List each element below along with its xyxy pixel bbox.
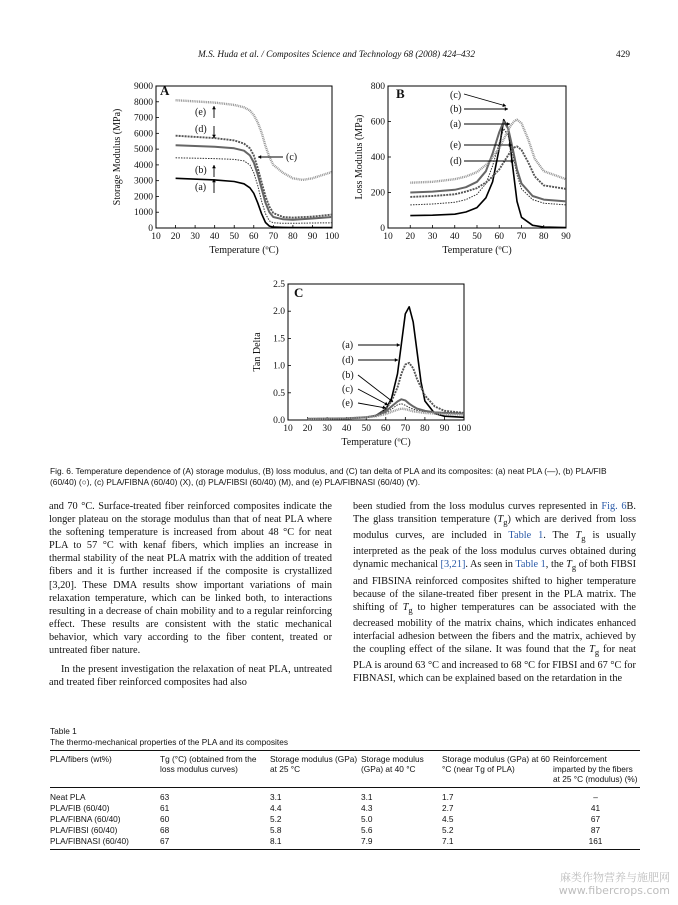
table-label: Table 1 [50,726,77,736]
label-pointer [358,403,386,408]
y-tick-label: 2.0 [273,307,285,318]
x-tick-label: 50 [361,424,371,434]
table-cell: 8.1 [270,836,361,850]
y-tick-label: 2000 [134,192,153,203]
curve-label: (e) [195,107,207,118]
y-tick-label: 2.5 [273,280,285,290]
figure-reference-link[interactable]: Fig. 6 [601,501,627,512]
right-column [353,500,636,685]
x-tick-label: 80 [420,424,430,434]
table-cell: 7.1 [442,836,553,850]
y-tick-label: 1.5 [273,334,285,345]
column-header: Storage modulus (GPa) at 60 °C (near Tg of PLA) [442,750,553,787]
table-row [50,803,640,814]
curve-label: (b) [195,165,207,176]
column-header: Storage modulus (GPa) at 25 °C [270,750,361,787]
y-tick-label: 400 [370,153,385,163]
x-tick-label: 70 [516,232,527,242]
arrow-head [212,165,216,168]
curve-label: (e) [342,398,354,409]
x-tick-label: 30 [322,424,332,434]
table-cell: 4.5 [442,813,454,824]
table-cell: 87 [590,824,601,835]
x-tick-label: 10 [151,232,161,242]
y-tick-label: 9000 [134,82,153,92]
arrow-head [397,343,400,347]
curve-label: (d) [195,124,207,135]
paragraph: In the present investigation the relaxation of neat PLA, untreated and treated fiber reinforced composites had also [49,664,332,689]
x-tick-label: 90 [439,424,450,434]
y-tick-label: 5000 [134,145,153,156]
column-header: Storage modulus (GPa) at 40 °C [361,750,442,787]
table-cell: PLA/FIBNA (60/40) [50,813,121,824]
table-cell: PLA/FIB (60/40) [50,802,110,813]
plot-frame [288,284,464,420]
x-tick-label: 90 [561,232,571,242]
chart-tan-delta [248,278,478,456]
curve-label: (e) [450,140,462,151]
table-cell: 161 [553,836,640,850]
y-tick-label: 7000 [134,113,153,124]
table-header-row [50,750,640,787]
curve-label: (a) [342,340,354,351]
x-tick-label: 100 [324,232,340,242]
series-line-e [410,120,566,183]
x-tick-label: 70 [268,232,279,242]
x-tick-label: 10 [283,424,293,434]
table-cell: 63 [160,791,170,802]
table-cell: 61 [160,802,170,813]
x-tick-label: 70 [400,424,411,434]
panel-letter: C [294,285,304,300]
left-column [49,500,332,689]
table-cell: 3.1 [361,791,373,802]
y-tick-label: 800 [370,82,385,92]
table-cell: 68 [160,824,170,835]
table-row [50,825,640,836]
x-tick-label: 60 [494,232,504,242]
table-row [50,787,640,803]
table-cell: PLA/FIBNASI (60/40) [50,836,160,850]
curve-label: (d) [342,355,354,366]
citation-link[interactable]: [3,21] [440,559,466,571]
figure-caption: Fig. 6. Temperature dependence of (A) storage modulus, (B) loss modulus, and (C) tan delta of PLA and its composites: (a) neat PLA (—), (b) PLA/FIB (60/40) (○), (c) PLA/FIBNA (60/40) (X), (d) PLA/FIBSI (60/40) (M), and (e) PLA/FIBNASI (60/40) (∀). [50,466,607,487]
properties-table [50,726,640,850]
table-cell: 5.2 [442,824,454,835]
journal-citation: M.S. Huda et al. / Composites Science and Technology 68 (2008) 424–432 [198,50,475,60]
x-tick-label: 30 [427,232,438,242]
table-title: The thermo-mechanical properties of the PLA and its composites [50,736,288,747]
x-tick-label: 10 [383,232,393,242]
watermark: 麻类作物营养与施肥网 www.fibercrops.com [558,871,670,897]
column-header: Tg (°C) (obtained from the loss modulus curves) [160,750,270,787]
series-line-d [410,146,566,197]
curve-label: (c) [450,90,462,101]
table-cell: 67 [590,813,601,824]
column-header: Reinforcement imparted by the fibers at 25 °C (modulus) (%) [553,750,640,787]
x-axis-label: Temperature (ºC) [341,437,411,448]
arrow-head [507,122,510,126]
arrow-head [395,358,398,362]
page-number: 429 [616,50,630,60]
curve-label: (a) [450,119,462,130]
column-header: PLA/fibers (wt%) [50,750,160,787]
arrow-head [258,155,261,159]
x-tick-label: 80 [539,232,549,242]
table-cell: – [593,791,598,802]
table-reference-link[interactable]: Table 1 [508,530,544,542]
table-cell: 41 [590,802,601,813]
table-cell: 2.7 [442,802,454,813]
y-tick-label: 0 [148,224,153,234]
x-axis-label: Temperature (ºC) [442,245,512,256]
x-tick-label: 80 [288,232,298,242]
y-tick-label: 3000 [134,176,153,187]
label-pointer [358,389,388,405]
series-line-d [176,136,332,218]
x-tick-label: 60 [249,232,259,242]
table-reference-link[interactable]: Table 1 [515,559,546,571]
x-tick-label: 90 [307,232,318,242]
x-tick-label: 40 [450,232,460,242]
table-cell: 5.6 [361,824,373,835]
curve-label: (a) [195,182,207,193]
x-tick-label: 60 [381,424,391,434]
y-tick-label: 4000 [134,160,153,171]
x-tick-label: 20 [302,424,313,434]
paragraph: and 70 °C. Surface-treated fiber reinforced composites indicate the longer plateau on the storage modulus than that of neat PLA where the softening temperature is increased from about 48 °C for neat PLA to 57 °C with kenaf fibers, which implies an increase in thermal stability of the neat PLA matrix with the addition of treated fibers and it is further increased if the composite is crystallized [3,20]. These DMA results show important variations of main relaxation temperature, which can be linked both, to interactions resulting in a decrease of chain mobility and to a regular reinforcing effect. These results are consistent with the static mechanical behavior, which vary according to the fiber content, treated or untreated fiber nature. [49,501,332,657]
table-cell: 5.8 [270,824,282,835]
chart-storage-modulus [108,76,340,266]
curve-label: (c) [286,152,298,163]
x-axis-label: Temperature (ºC) [209,245,279,256]
y-tick-label: 0 [380,224,385,234]
chart-loss-modulus [350,76,580,266]
x-tick-label: 100 [456,424,472,434]
table-row [50,814,640,825]
x-tick-label: 50 [472,232,482,242]
x-tick-label: 20 [170,232,181,242]
label-pointer [464,94,506,106]
y-axis-label: Storage Modulus (MPa) [112,108,123,206]
table-row [50,836,640,850]
table-cell: 4.4 [270,802,282,813]
table-cell: 4.3 [361,802,373,813]
y-tick-label: 1000 [134,208,153,219]
y-axis-label: Loss Modulus (MPa) [354,114,365,200]
curve-label: (c) [342,384,354,395]
curve-label: (b) [450,104,462,115]
arrow-head [212,106,216,109]
y-axis-label: Tan Delta [252,332,263,372]
x-tick-label: 30 [190,232,200,242]
x-tick-label: 20 [405,232,415,242]
paragraph: been studied from the loss modulus curves represented in Fig. 6B. The glass transition temperature $(T_g)$ which are derived from loss modulus curves, are included in Table 1. The $T_g$ is usually interpreted as the peak of the loss modulus curves obtained during dynamic mechanical [3,21]. As seen in Table 1, the $T_g$ of both FIBSI and FIBSINA reinforced composites shifted to higher temperature because of the silane-treated fiber present in the PLA matrix. The shifting of $T_g$ to higher temperatures can be associated with the decreased mobility of the matrix chains, which indicates enhanced interfacial adhesion between the fibers and the matrix, achieved by the coupling effect of the silane. It was found that the $T_g$ for neat PLA is around 63 °C and increased to 68 °C for FIBSI and 67 °C for FIBNASI, which can be explained based on the retardation in the [353,501,637,685]
table-cell: 5.2 [270,813,282,824]
table-cell: PLA/FIBSI (60/40) [50,824,118,835]
arrow-head [505,107,508,111]
table-cell: 5.0 [361,813,373,824]
y-tick-label: 8000 [134,97,153,108]
table-cell: 60 [160,813,170,824]
y-tick-label: 1.0 [273,361,285,372]
curve-label: (d) [450,156,462,167]
table-cell: 67 [160,836,270,850]
table-cell: Neat PLA [50,791,86,802]
table-cell: 7.9 [361,836,442,850]
table-cell: 1.7 [442,791,454,802]
panel-letter: A [160,83,170,98]
x-tick-label: 40 [209,232,220,242]
curve-label: (b) [342,370,354,381]
y-tick-label: 6000 [134,129,153,140]
x-tick-label: 40 [341,424,352,434]
series-line-a [410,120,566,228]
x-tick-label: 50 [229,232,239,242]
table-cell: 3.1 [270,791,282,802]
y-tick-label: 0.0 [273,416,285,426]
y-tick-label: 200 [370,188,385,199]
series-line-a [308,307,464,419]
y-tick-label: 600 [370,117,385,128]
y-tick-label: 0.5 [273,388,285,399]
panel-letter: B [396,86,405,101]
